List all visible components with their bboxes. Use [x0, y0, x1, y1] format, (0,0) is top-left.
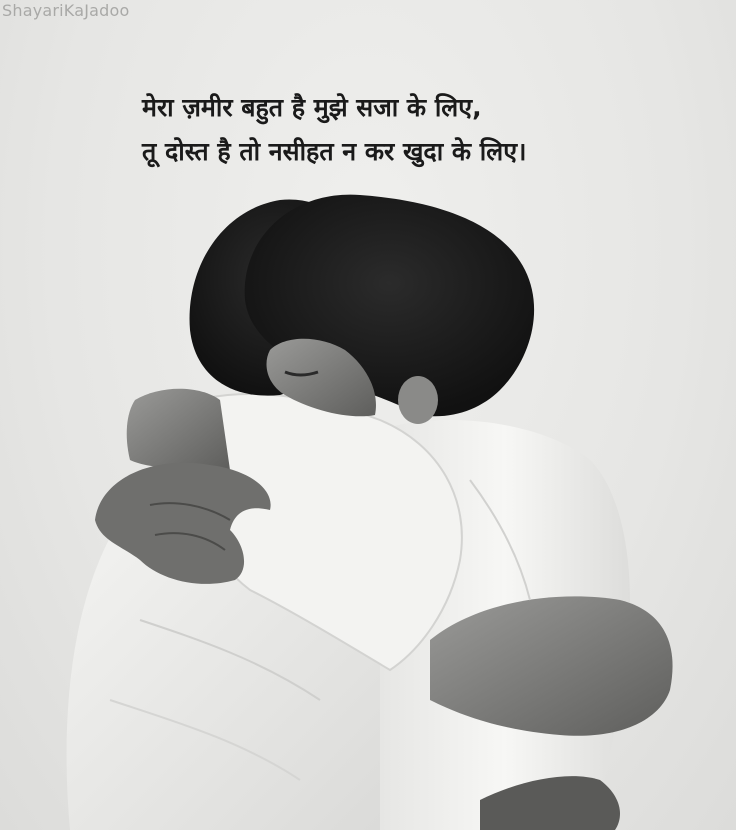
quote-line-2: तू दोस्त है तो नसीहत न कर खुदा के लिए।: [142, 137, 527, 166]
watermark-text: ShayariKaJadoo: [2, 1, 130, 20]
quote-line-1: मेरा ज़मीर बहुत है मुझे सजा के लिए,: [142, 93, 482, 122]
front-person-ear: [398, 376, 438, 424]
back-person-arm-left: [127, 389, 230, 470]
shayari-quote: [142, 86, 702, 174]
